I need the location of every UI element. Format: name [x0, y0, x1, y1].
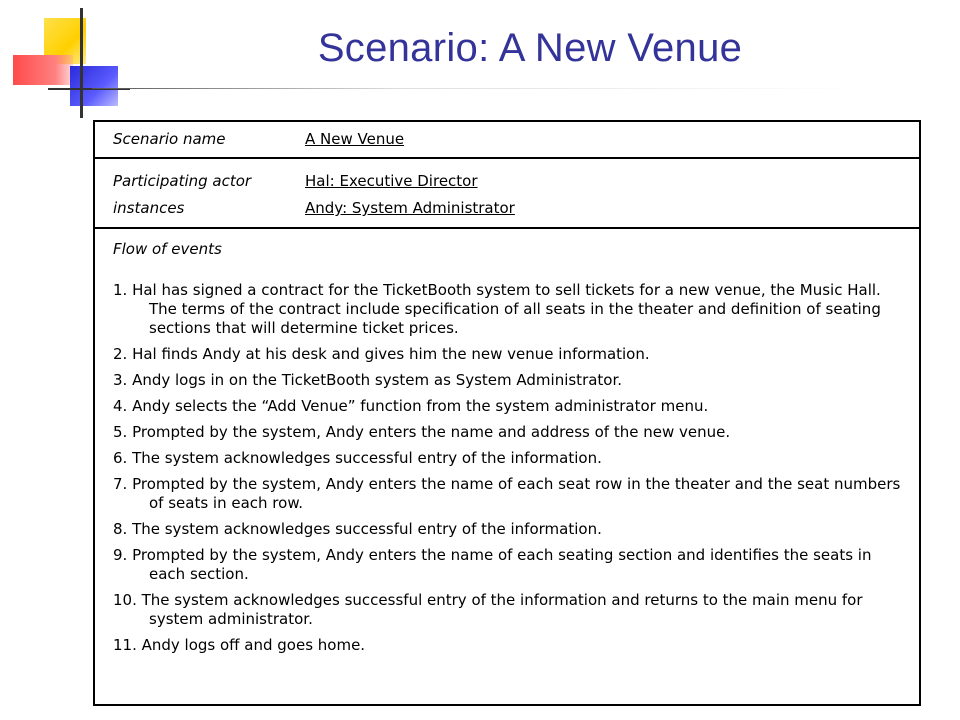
event-step: 7. Prompted by the system, Andy enters the name of each seat row in the theater and the seat numbers of seats in each row.	[113, 475, 901, 512]
blue-square	[70, 66, 118, 106]
corner-logo-decoration	[0, 0, 130, 125]
flow-of-events-label: Flow of events	[113, 240, 222, 258]
event-step: 5. Prompted by the system, Andy enters the name and address of the new venue.	[113, 423, 731, 441]
scenario-name-value: A New Venue	[305, 130, 405, 148]
title-underline-fade	[92, 88, 862, 89]
event-step: 6. The system acknowledges successful entry of the information.	[113, 449, 602, 467]
event-step: 4. Andy selects the “Add Venue” function from the system administrator menu.	[113, 397, 709, 415]
event-step: 1. Hal has signed a contract for the TicketBooth system to sell tickets for a new venue, the Music Hall. The terms of the contract include specification of all seats in the theater and definition of seating sections that will determine ticket prices.	[113, 281, 881, 337]
event-step: 10. The system acknowledges successful entry of the information and returns to the main menu for system administrator.	[113, 591, 863, 628]
actor-instance: Hal: Executive Director	[305, 172, 478, 190]
actor-instance: Andy: System Administrator	[305, 199, 515, 217]
slide-title: Scenario: A New Venue	[317, 26, 743, 70]
vertical-rule	[80, 8, 83, 118]
actor-label-line1: Participating actor	[113, 172, 252, 190]
event-step: 9. Prompted by the system, Andy enters the name of each seating section and identifies the seats in each section.	[113, 546, 872, 583]
participating-actors-row	[95, 159, 919, 229]
actor-label-line2: instances	[113, 199, 185, 217]
flow-of-events-section	[113, 240, 905, 662]
event-step: 8. The system acknowledges successful entry of the information.	[113, 520, 602, 538]
scenario-name-label: Scenario name	[113, 130, 226, 148]
event-step: 2. Hal finds Andy at his desk and gives him the new venue information.	[113, 345, 650, 363]
event-step: 11. Andy logs off and goes home.	[113, 636, 366, 654]
red-square	[13, 55, 73, 85]
scenario-name-row	[95, 122, 919, 159]
event-steps-list	[113, 281, 905, 655]
scenario-table	[93, 120, 921, 706]
event-step: 3. Andy logs in on the TicketBooth system as System Administrator.	[113, 371, 623, 389]
